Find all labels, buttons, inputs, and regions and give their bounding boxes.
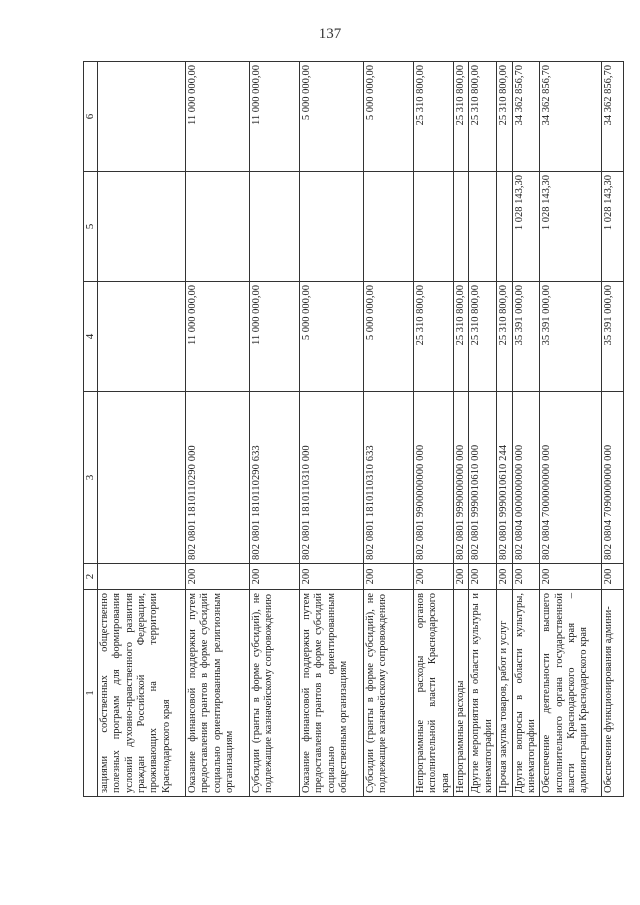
table-row xyxy=(540,62,602,797)
value-col5-cell xyxy=(299,172,363,282)
name-cell: Субсидии (гранты в форме субсидий), не подлежащие казначейскому сопровождению xyxy=(363,590,413,797)
header-cell-3: 3 xyxy=(84,392,98,564)
value-col6-cell: 25 310 800,00 xyxy=(413,62,453,172)
ved-cell: 200 xyxy=(363,564,413,590)
name-cell: Субсидии (гранты в форме субсидий), не подлежащие казначейскому сопровождению xyxy=(249,590,299,797)
header-cell-6: 6 xyxy=(84,62,98,172)
value-col5-cell xyxy=(469,172,497,282)
table-row xyxy=(454,62,469,797)
code-cell: 802 0804 7090000000 000 xyxy=(602,392,624,564)
code-cell: 802 0801 1810110290 000 xyxy=(185,392,249,564)
value-col6-cell xyxy=(97,62,185,172)
name-cell: Непрограммные расходы органов исполнительной власти Краснодарского края xyxy=(413,590,453,797)
code-cell: 802 0801 9990000000 000 xyxy=(454,392,469,564)
budget-table xyxy=(83,61,624,797)
header-cell-5: 5 xyxy=(84,172,98,282)
header-cell-4: 4 xyxy=(84,282,98,392)
table-row xyxy=(299,62,363,797)
table-row xyxy=(249,62,299,797)
code-cell: 802 0801 1810110310 000 xyxy=(299,392,363,564)
table-region xyxy=(83,62,613,797)
value-col5-cell: 1 028 143,30 xyxy=(602,172,624,282)
table-row xyxy=(602,62,624,797)
table-row xyxy=(97,62,185,797)
value-col4-cell: 35 391 000,00 xyxy=(540,282,602,392)
ved-cell: 200 xyxy=(469,564,497,590)
table-row xyxy=(413,62,453,797)
value-col4-cell: 25 310 800,00 xyxy=(469,282,497,392)
value-col5-cell: 1 028 143,30 xyxy=(540,172,602,282)
ved-cell xyxy=(97,564,185,590)
ved-cell: 200 xyxy=(413,564,453,590)
name-cell: Прочая закупка товаров, работ и услуг xyxy=(497,590,512,797)
name-cell: Обеспечение деятельности высшего исполнительного органа государственной власти Краснодарского края – администрации Краснодарского края xyxy=(540,590,602,797)
code-cell: 802 0801 1810110310 633 xyxy=(363,392,413,564)
value-col4-cell: 35 391 000,00 xyxy=(602,282,624,392)
header-cell-2: 2 xyxy=(84,564,98,590)
value-col5-cell xyxy=(454,172,469,282)
code-cell: 802 0801 1810110290 633 xyxy=(249,392,299,564)
table-row xyxy=(512,62,540,797)
ved-cell: 200 xyxy=(185,564,249,590)
ved-cell: 200 xyxy=(454,564,469,590)
ved-cell: 200 xyxy=(540,564,602,590)
value-col6-cell: 11 000 000,00 xyxy=(185,62,249,172)
value-col6-cell: 34 362 856,70 xyxy=(512,62,540,172)
table-row xyxy=(469,62,497,797)
ved-cell: 200 xyxy=(497,564,512,590)
value-col4-cell: 35 391 000,00 xyxy=(512,282,540,392)
value-col4-cell xyxy=(97,282,185,392)
ved-cell: 200 xyxy=(249,564,299,590)
value-col4-cell: 5 000 000,00 xyxy=(363,282,413,392)
value-col4-cell: 5 000 000,00 xyxy=(299,282,363,392)
value-col6-cell: 5 000 000,00 xyxy=(363,62,413,172)
code-cell: 802 0804 0000000000 000 xyxy=(512,392,540,564)
ved-cell: 200 xyxy=(512,564,540,590)
value-col6-cell: 25 310 800,00 xyxy=(497,62,512,172)
table-row xyxy=(185,62,249,797)
table-header-row xyxy=(84,62,98,797)
value-col5-cell: 1 028 143,30 xyxy=(512,172,540,282)
name-cell: Оказание финансовой поддержки путем предоставления грантов в форме субсидий социально ориентированным общественным организациям xyxy=(299,590,363,797)
code-cell: 802 0801 9900000000 000 xyxy=(413,392,453,564)
name-cell: Обеспечение функционирования админи- xyxy=(602,590,624,797)
page-number: 137 xyxy=(318,26,342,42)
value-col5-cell xyxy=(413,172,453,282)
ved-cell: 200 xyxy=(602,564,624,590)
code-cell xyxy=(97,392,185,564)
value-col4-cell: 11 000 000,00 xyxy=(185,282,249,392)
ved-cell: 200 xyxy=(299,564,363,590)
value-col4-cell: 25 310 800,00 xyxy=(413,282,453,392)
value-col5-cell xyxy=(363,172,413,282)
value-col6-cell: 34 362 856,70 xyxy=(602,62,624,172)
table-row xyxy=(363,62,413,797)
value-col5-cell xyxy=(497,172,512,282)
name-cell: зациями собственных общественно полезных программ для формирования условий духовно-нравственного развития граждан Российской Федерации, проживающих на территории Краснодарского края xyxy=(97,590,185,797)
code-cell: 802 0801 9990010610 244 xyxy=(497,392,512,564)
name-cell: Другие мероприятия в области культуры и кинематографии xyxy=(469,590,497,797)
value-col5-cell xyxy=(249,172,299,282)
value-col4-cell: 25 310 800,00 xyxy=(497,282,512,392)
value-col6-cell: 11 000 000,00 xyxy=(249,62,299,172)
table-row xyxy=(497,62,512,797)
code-cell: 802 0804 7000000000 000 xyxy=(540,392,602,564)
value-col6-cell: 25 310 800,00 xyxy=(454,62,469,172)
value-col6-cell: 25 310 800,00 xyxy=(469,62,497,172)
name-cell: Другие вопросы в области культуры, кинематографии xyxy=(512,590,540,797)
value-col6-cell: 5 000 000,00 xyxy=(299,62,363,172)
value-col4-cell: 11 000 000,00 xyxy=(249,282,299,392)
name-cell: Оказание финансовой поддержки путем предоставления грантов в форме субсидий социально ориентированным религиозным организациям xyxy=(185,590,249,797)
value-col4-cell: 25 310 800,00 xyxy=(454,282,469,392)
value-col5-cell xyxy=(185,172,249,282)
header-cell-1: 1 xyxy=(84,590,98,797)
value-col6-cell: 34 362 856,70 xyxy=(540,62,602,172)
name-cell: Непрограммные расходы xyxy=(454,590,469,797)
code-cell: 802 0801 9990010610 000 xyxy=(469,392,497,564)
value-col5-cell xyxy=(97,172,185,282)
